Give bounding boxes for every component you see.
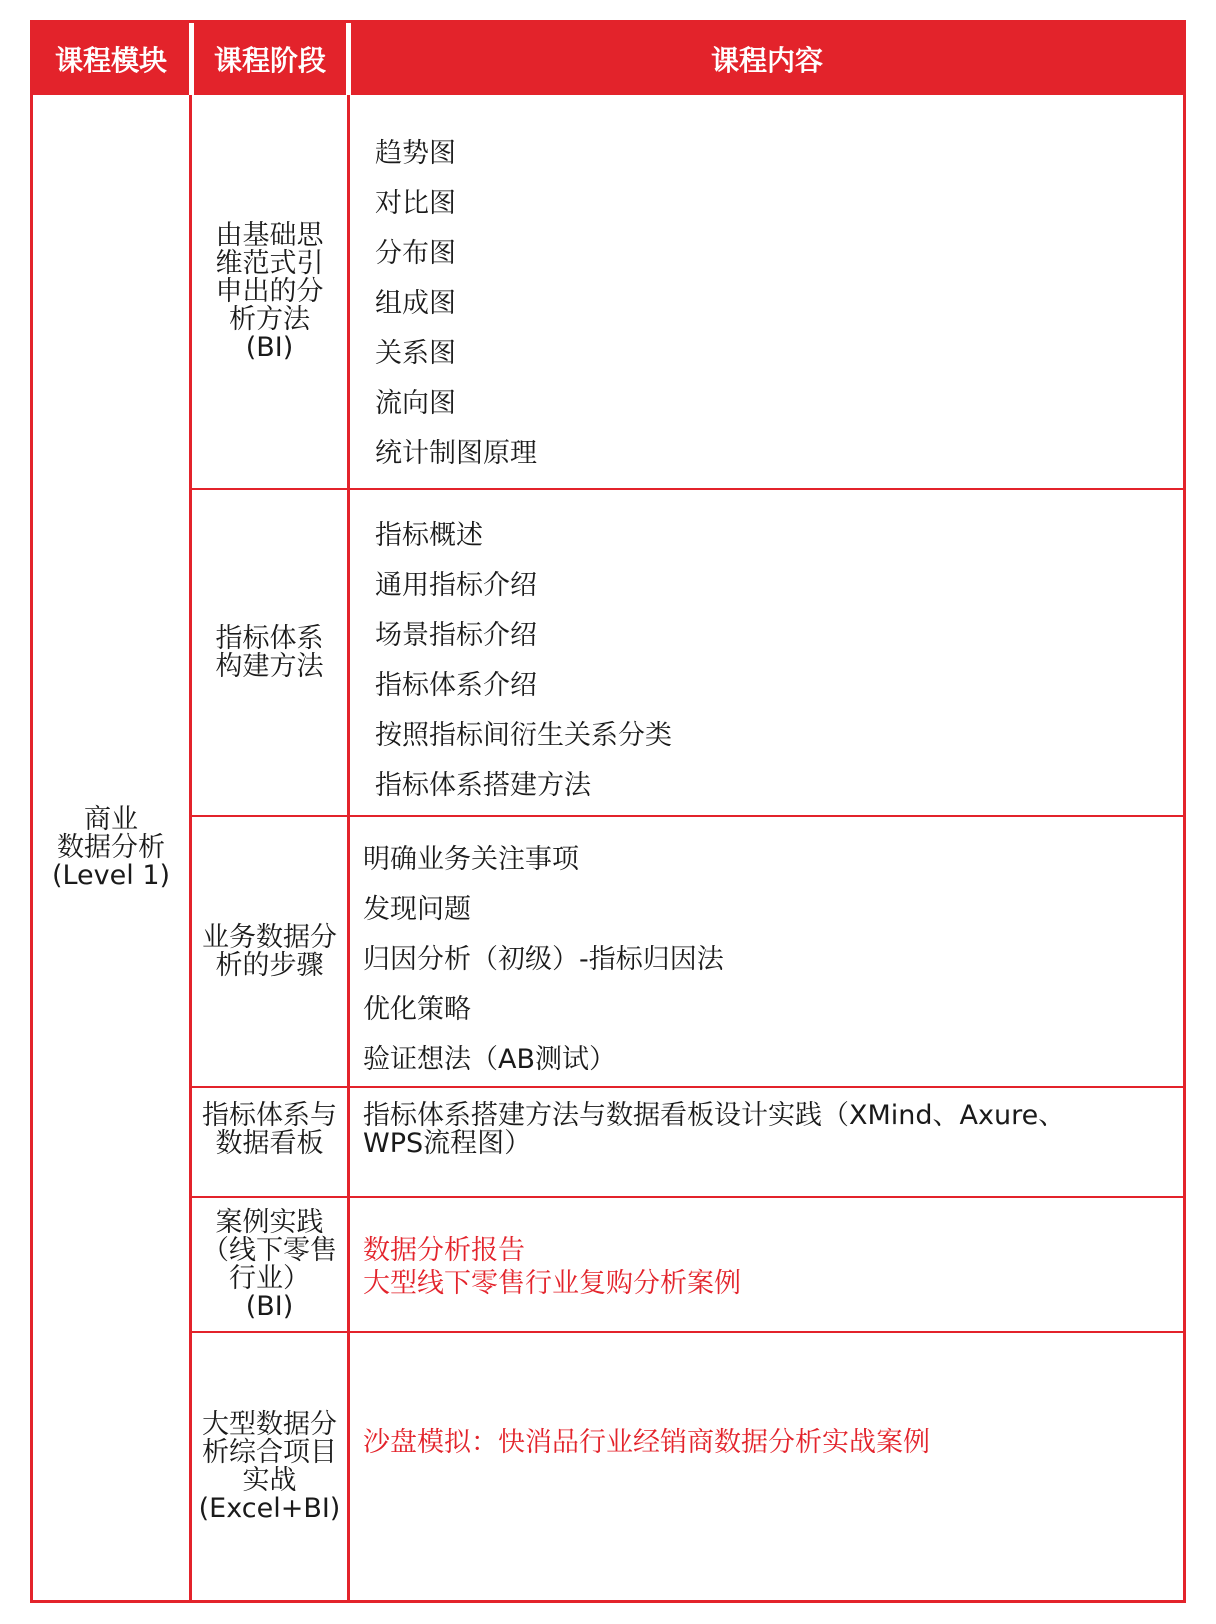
stage-cell-2 xyxy=(192,490,347,815)
stage-6-line: 大型数据分 xyxy=(202,1408,337,1440)
stage-1-line: 维范式引 xyxy=(215,247,324,279)
content-item: 归因分析（初级）-指标归因法 xyxy=(363,944,724,975)
stage-2-line: 构建方法 xyxy=(215,650,324,682)
course-table xyxy=(30,20,1186,1603)
content-item-highlight: 大型线下零售行业复购分析案例 xyxy=(363,1268,741,1299)
content-item: 分布图 xyxy=(375,238,456,269)
stage-2-line: 指标体系 xyxy=(215,622,324,654)
content-item: 指标体系搭建方法与数据看板设计实践（XMind、Axure、 xyxy=(363,1100,1066,1131)
header-stage: 课程阶段 xyxy=(194,23,346,95)
stage-cell-5 xyxy=(192,1198,347,1331)
module-line-2: 数据分析 xyxy=(57,831,165,863)
content-item-highlight: 数据分析报告 xyxy=(363,1235,525,1266)
stage-6-line: 析综合项目 xyxy=(202,1436,337,1468)
stage-1-line: (BI) xyxy=(245,331,294,363)
stage-3-line: 业务数据分 xyxy=(202,921,337,953)
content-item: 趋势图 xyxy=(375,138,456,169)
content-item: 按照指标间衍生关系分类 xyxy=(375,720,672,751)
stage-cell-1 xyxy=(192,95,347,488)
content-item: 明确业务关注事项 xyxy=(363,844,579,875)
stage-1-line: 析方法 xyxy=(229,303,310,335)
content-item-highlight: 沙盘模拟：快消品行业经销商数据分析实战案例 xyxy=(363,1427,930,1458)
stage-5-line: （线下零售 xyxy=(202,1234,337,1266)
content-item: 指标概述 xyxy=(375,520,483,551)
header-module: 课程模块 xyxy=(33,23,189,95)
header-content: 课程内容 xyxy=(351,23,1183,95)
stage-5-line: 案例实践 xyxy=(215,1206,324,1238)
divider-v2 xyxy=(347,23,350,1600)
content-item: 验证想法（AB测试） xyxy=(363,1044,616,1075)
content-item: 指标体系介绍 xyxy=(375,670,537,701)
stage-cell-6 xyxy=(192,1333,347,1600)
content-item: 通用指标介绍 xyxy=(375,570,537,601)
content-item: 流向图 xyxy=(375,388,456,419)
content-item: 指标体系搭建方法 xyxy=(375,770,591,801)
module-cell xyxy=(33,95,189,1600)
content-item: 统计制图原理 xyxy=(375,438,537,469)
content-item: 发现问题 xyxy=(363,894,471,925)
content-item: 场景指标介绍 xyxy=(375,620,537,651)
stage-5-line: 行业） xyxy=(229,1262,310,1294)
stage-cell-3 xyxy=(192,817,347,1086)
content-item: WPS流程图） xyxy=(363,1128,532,1159)
module-line-3: (Level 1) xyxy=(51,859,171,891)
stage-4-line: 数据看板 xyxy=(215,1128,324,1159)
content-item: 关系图 xyxy=(375,338,456,369)
stage-1-line: 由基础思 xyxy=(215,219,324,251)
module-line-1: 商业 xyxy=(84,803,138,835)
content-item: 组成图 xyxy=(375,288,456,319)
stage-3-line: 析的步骤 xyxy=(215,949,324,981)
content-item: 对比图 xyxy=(375,188,456,219)
stage-6-line: 实战 xyxy=(242,1464,297,1496)
stage-cell-4 xyxy=(192,1088,347,1196)
content-item: 优化策略 xyxy=(363,994,471,1025)
stage-4-line: 指标体系与 xyxy=(202,1100,337,1131)
stage-5-line: (BI) xyxy=(245,1290,294,1322)
stage-6-line: (Excel+BI) xyxy=(198,1492,341,1524)
stage-1-line: 申出的分 xyxy=(215,275,324,307)
